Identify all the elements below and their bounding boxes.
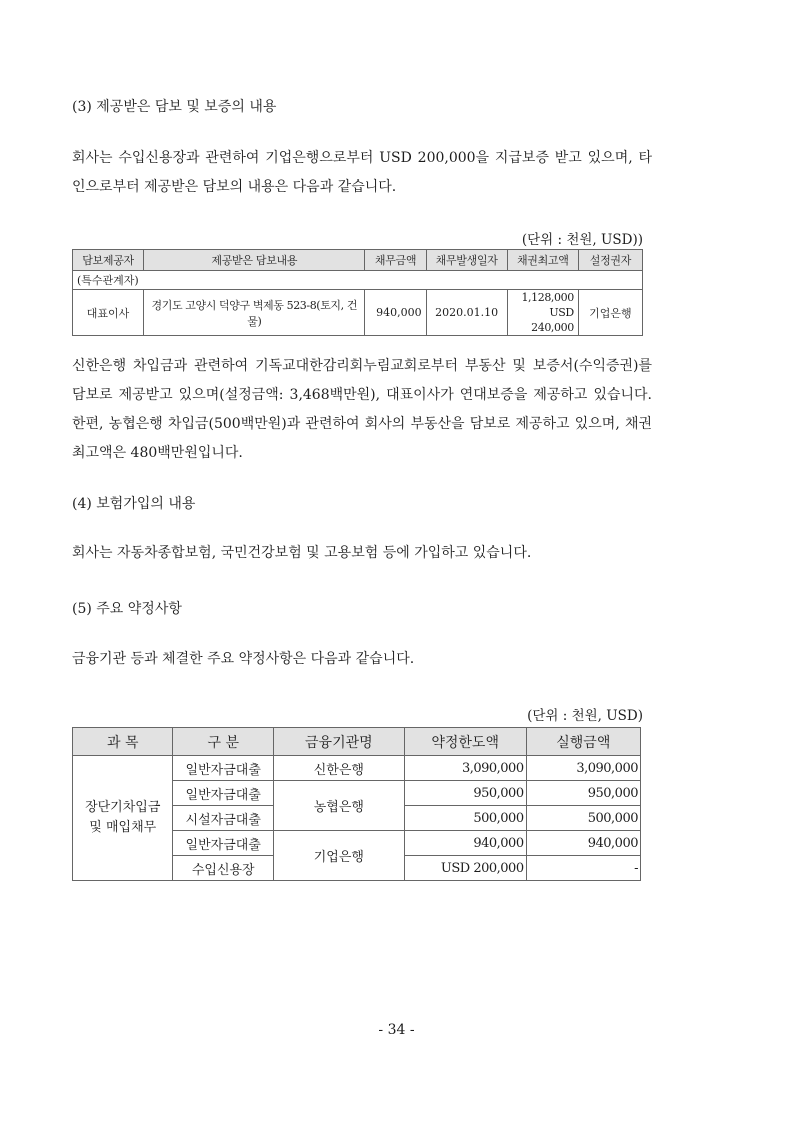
limit-cell: 3,090,000 <box>404 756 526 781</box>
type-cell: 수입신용장 <box>173 856 273 881</box>
col-debt-date: 채무발생일자 <box>426 250 507 271</box>
section5-heading: (5) 주요 약정사항 <box>72 601 182 617</box>
col-subject: 과 목 <box>73 728 173 756</box>
debt-date-cell: 2020.01.10 <box>426 290 507 336</box>
page-number: - 34 - <box>378 1022 415 1038</box>
col-limit: 약정한도액 <box>404 728 526 756</box>
bank-cell: 기업은행 <box>273 831 404 881</box>
col-collateral: 제공받은 담보내용 <box>144 250 365 271</box>
col-type: 구 분 <box>173 728 273 756</box>
col-debt-amount: 채무금액 <box>365 250 426 271</box>
covenant-table-header <box>73 728 641 756</box>
executed-cell: - <box>526 856 640 881</box>
section3-after: 신한은행 차입금과 관련하여 기독교대한감리회누림교회로부터 부동산 및 보증서(수익증권)를 담보로 제공받고 있으며(설정금액: 3,468백만원), 대표이사가 연대보증을 제공하고 있습니다. 한편, 농협은행 차입금(500백만원)과 관련하여 회사의 부동산을 담보로 제공하고 있으며, 채권최고액은 480백만원입니다. <box>72 358 652 461</box>
max-amount-cell <box>507 290 578 336</box>
collateral-group-label: (특수관계자) <box>73 271 643 290</box>
type-cell: 시설자금대출 <box>173 806 273 831</box>
col-bank: 금융기관명 <box>273 728 404 756</box>
col-holder: 설정권자 <box>578 250 642 271</box>
section3-heading: (3) 제공받은 담보 및 보증의 내용 <box>72 99 277 115</box>
limit-cell: 500,000 <box>404 806 526 831</box>
collateral-cell: 경기도 고양시 덕양구 벽제동 523-8(토지, 건물) <box>144 290 365 336</box>
bank-cell: 농협은행 <box>273 781 404 831</box>
collateral-table-header <box>73 250 643 271</box>
holder-cell: 기업은행 <box>578 290 642 336</box>
debt-amount-cell: 940,000 <box>365 290 426 336</box>
covenant-table <box>72 727 641 881</box>
type-cell: 일반자금대출 <box>173 781 273 806</box>
section4-text: 회사는 자동차종합보험, 국민건강보험 및 고용보험 등에 가입하고 있습니다. <box>72 545 532 561</box>
limit-cell: 950,000 <box>404 781 526 806</box>
type-cell: 일반자금대출 <box>173 756 273 781</box>
bank-cell: 신한은행 <box>273 756 404 781</box>
collateral-group-row <box>73 271 643 290</box>
limit-cell: 940,000 <box>404 831 526 856</box>
executed-cell: 500,000 <box>526 806 640 831</box>
section4-heading: (4) 보험가입의 내용 <box>72 496 196 512</box>
executed-cell: 950,000 <box>526 781 640 806</box>
section3-intro: 회사는 수입신용장과 관련하여 기업은행으로부터 USD 200,000을 지급보증 받고 있으며, 타인으로부터 제공받은 담보의 내용은 다음과 같습니다. <box>72 150 652 195</box>
col-executed: 실행금액 <box>526 728 640 756</box>
executed-cell: 940,000 <box>526 831 640 856</box>
max-amount-krw: 1,128,000 <box>521 291 574 304</box>
subject-cell: 장단기차입금 및 매입채무 <box>73 756 173 881</box>
limit-cell: USD 200,000 <box>404 856 526 881</box>
provider-cell: 대표이사 <box>73 290 144 336</box>
table-row <box>73 290 643 336</box>
table-row <box>73 756 641 781</box>
col-max-amount: 채권최고액 <box>507 250 578 271</box>
section5-unit: (단위 : 천원, USD) <box>527 708 643 724</box>
section5-intro: 금융기관 등과 체결한 주요 약정사항은 다음과 같습니다. <box>72 651 415 667</box>
type-cell: 일반자금대출 <box>173 831 273 856</box>
executed-cell: 3,090,000 <box>526 756 640 781</box>
collateral-table <box>72 249 643 336</box>
max-amount-usd: USD 240,000 <box>531 306 574 334</box>
section3-unit: (단위 : 천원, USD)) <box>521 232 643 248</box>
col-provider: 담보제공자 <box>73 250 144 271</box>
